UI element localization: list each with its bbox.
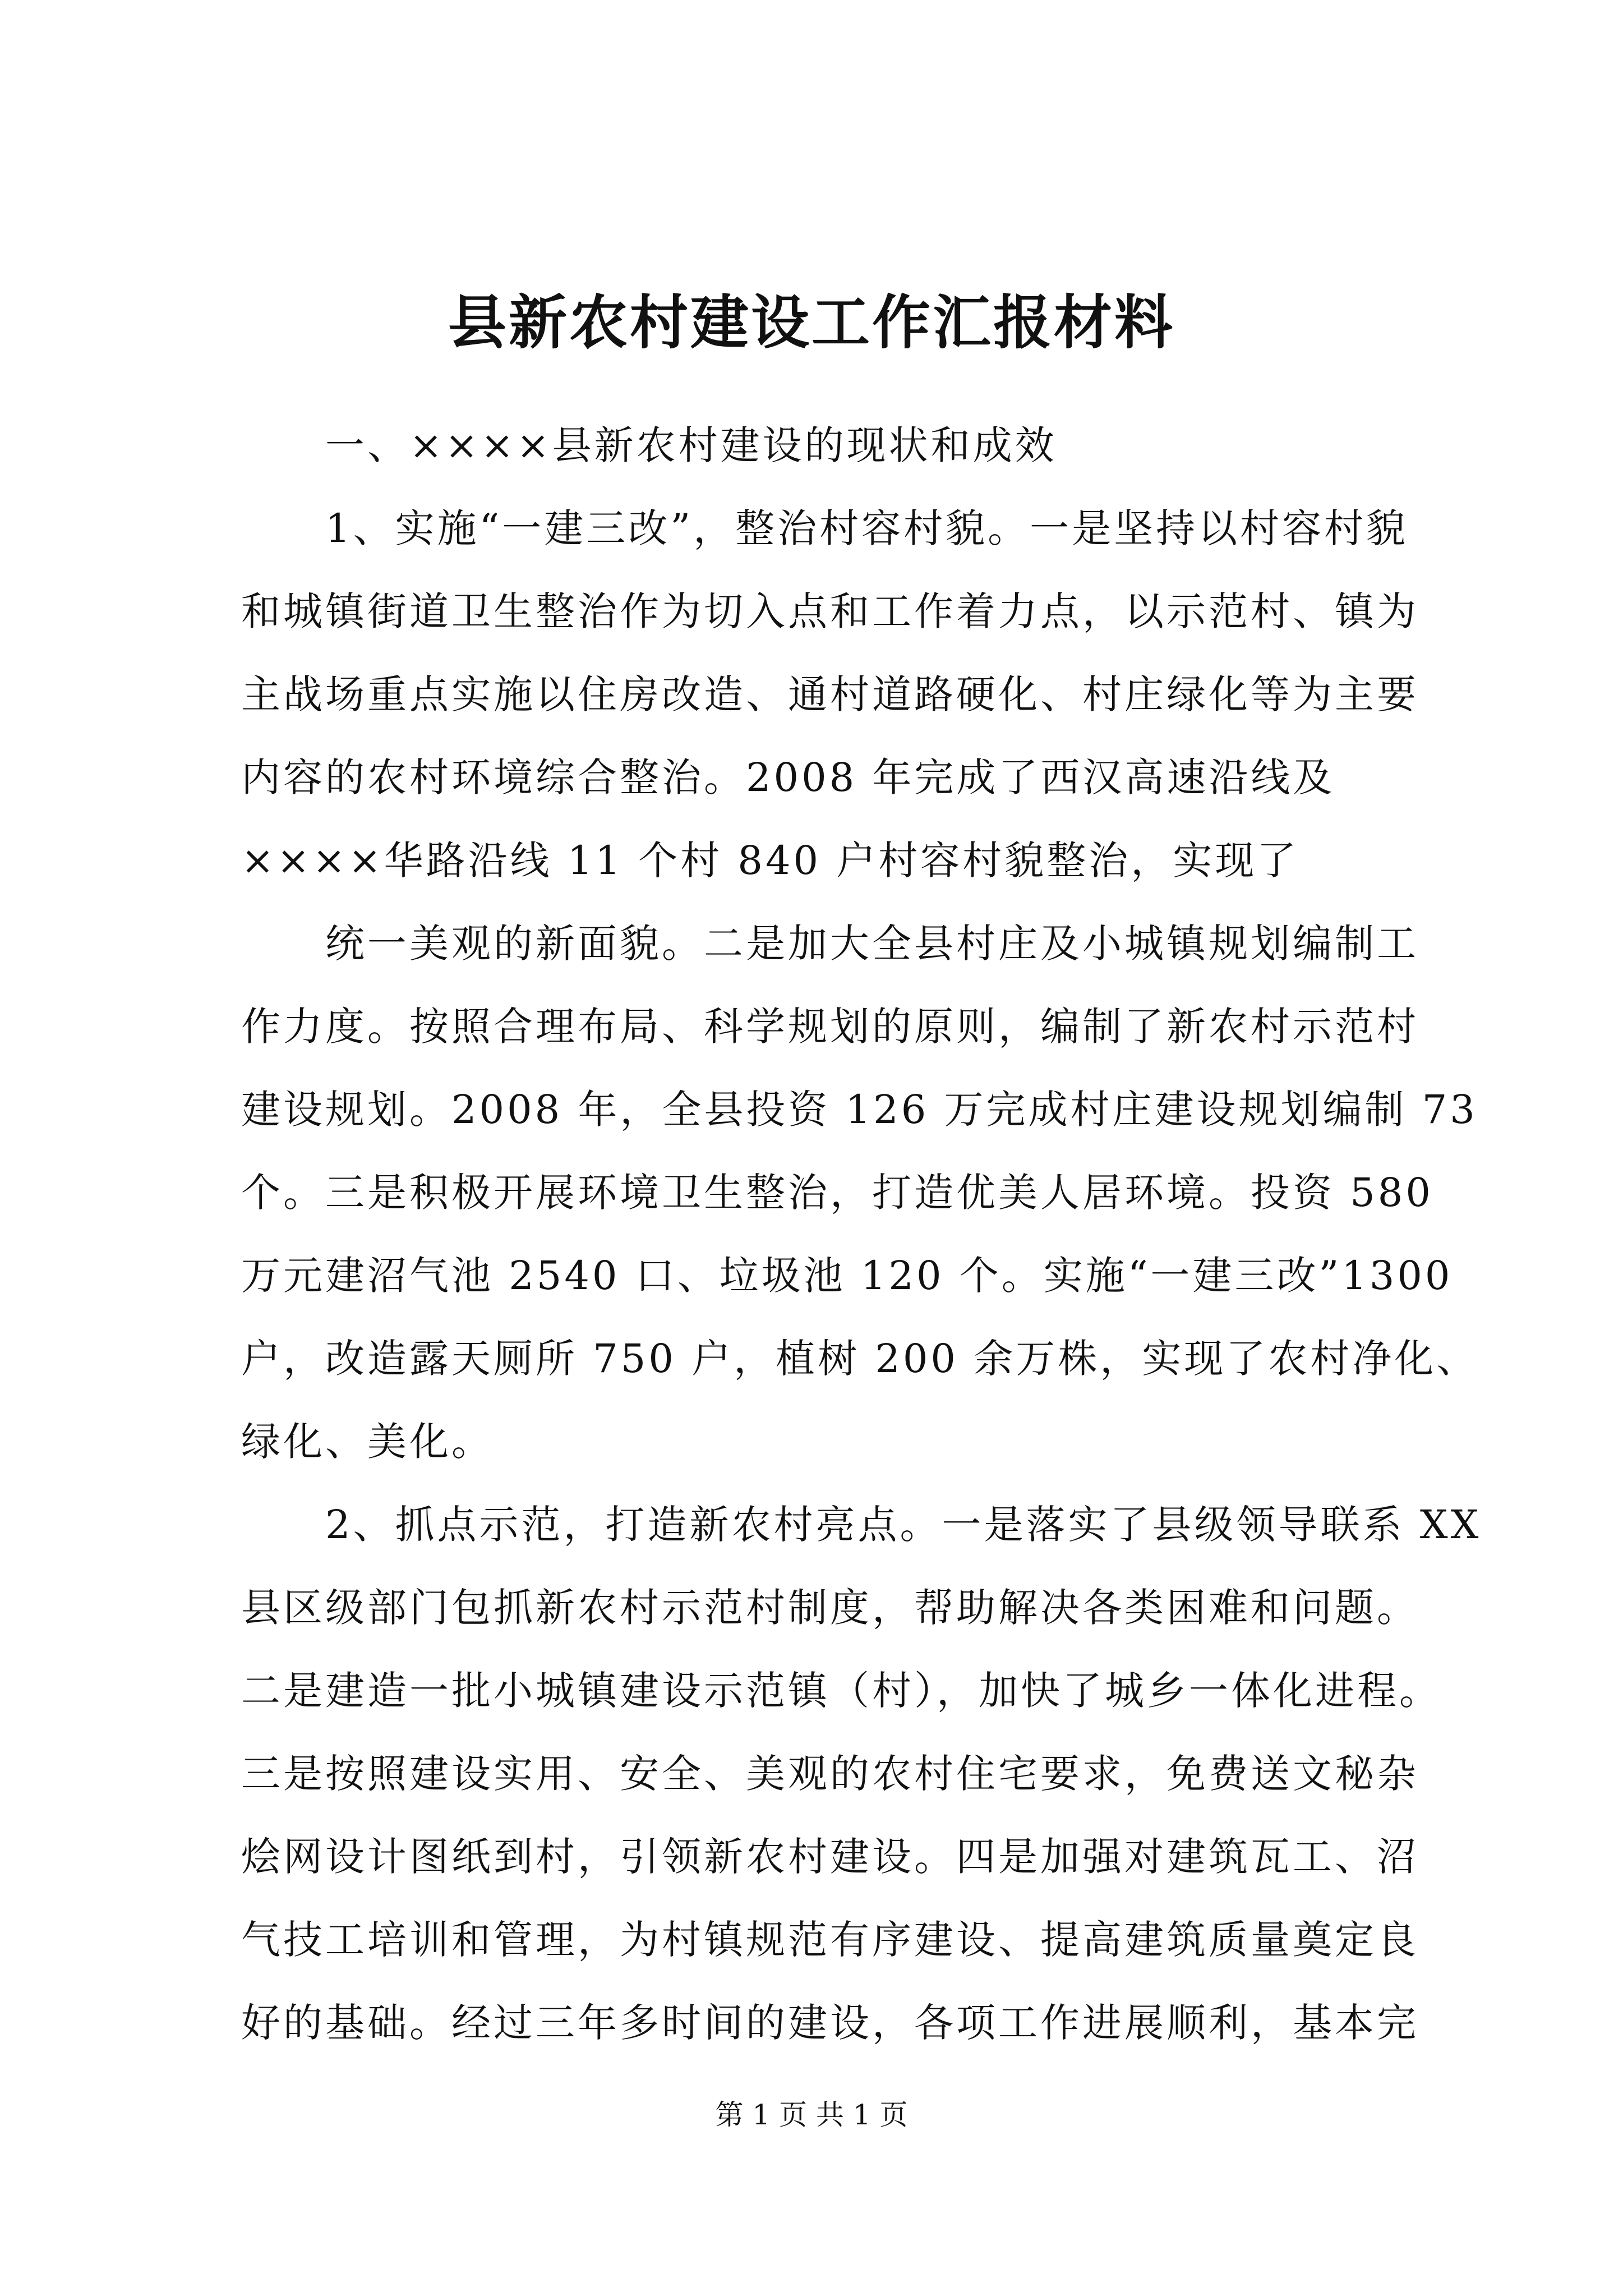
body-line: 好的基础。经过三年多时间的建设，各项工作进展顺利，基本完	[241, 2000, 1419, 2046]
body-line: 个。三是积极开展环境卫生整治，打造优美人居环境。投资 580	[241, 1170, 1433, 1216]
body-line: ××××华路沿线 11 个村 840 户村容村貌整治，实现了	[241, 838, 1299, 884]
document-title: 县新农村建设工作汇报材料	[448, 288, 1175, 357]
body-line: 统一美观的新面貌。二是加大全县村庄及小城镇规划编制工	[241, 921, 1419, 967]
body-line: 县区级部门包抓新农村示范村制度，帮助解决各类困难和问题。	[241, 1585, 1419, 1631]
page-number-footer: 第 1 页 共 1 页	[715, 2099, 908, 2131]
body-line: 主战场重点实施以住房改造、通村道路硬化、村庄绿化等为主要	[241, 671, 1419, 717]
body-line: 气技工培训和管理，为村镇规范有序建设、提高建筑质量奠定良	[241, 1917, 1419, 1963]
body-line: 万元建沼气池 2540 口、垃圾池 120 个。实施“一建三改”1300	[241, 1253, 1453, 1299]
body-line: 户，改造露天厕所 750 户，植树 200 余万株，实现了农村净化、	[241, 1336, 1479, 1382]
document-body	[241, 404, 1482, 2064]
body-line: 一、××××县新农村建设的现状和成效	[241, 422, 1057, 468]
body-line: 内容的农村环境综合整治。2008 年完成了西汉高速沿线及	[241, 754, 1335, 800]
body-line: 绿化、美化。	[241, 1419, 494, 1465]
body-line: 1、实施“一建三改”，整治村容村貌。一是坚持以村容村貌	[241, 505, 1409, 551]
body-line: 建设规划。2008 年，全县投资 126 万完成村庄建设规划编制 73	[241, 1087, 1478, 1133]
body-line: 二是建造一批小城镇建设示范镇（村），加快了城乡一体化进程。	[241, 1668, 1441, 1714]
body-line: 烩网设计图纸到村，引领新农村建设。四是加强对建筑瓦工、沼	[241, 1834, 1419, 1880]
body-line: 作力度。按照合理布局、科学规划的原则，编制了新农村示范村	[241, 1004, 1419, 1050]
body-line: 和城镇街道卫生整治作为切入点和工作着力点，以示范村、镇为	[241, 588, 1419, 634]
body-line: 2、抓点示范，打造新农村亮点。一是落实了县级领导联系 XX	[241, 1502, 1482, 1548]
body-line: 三是按照建设实用、安全、美观的农村住宅要求，免费送文秘杂	[241, 1751, 1419, 1797]
